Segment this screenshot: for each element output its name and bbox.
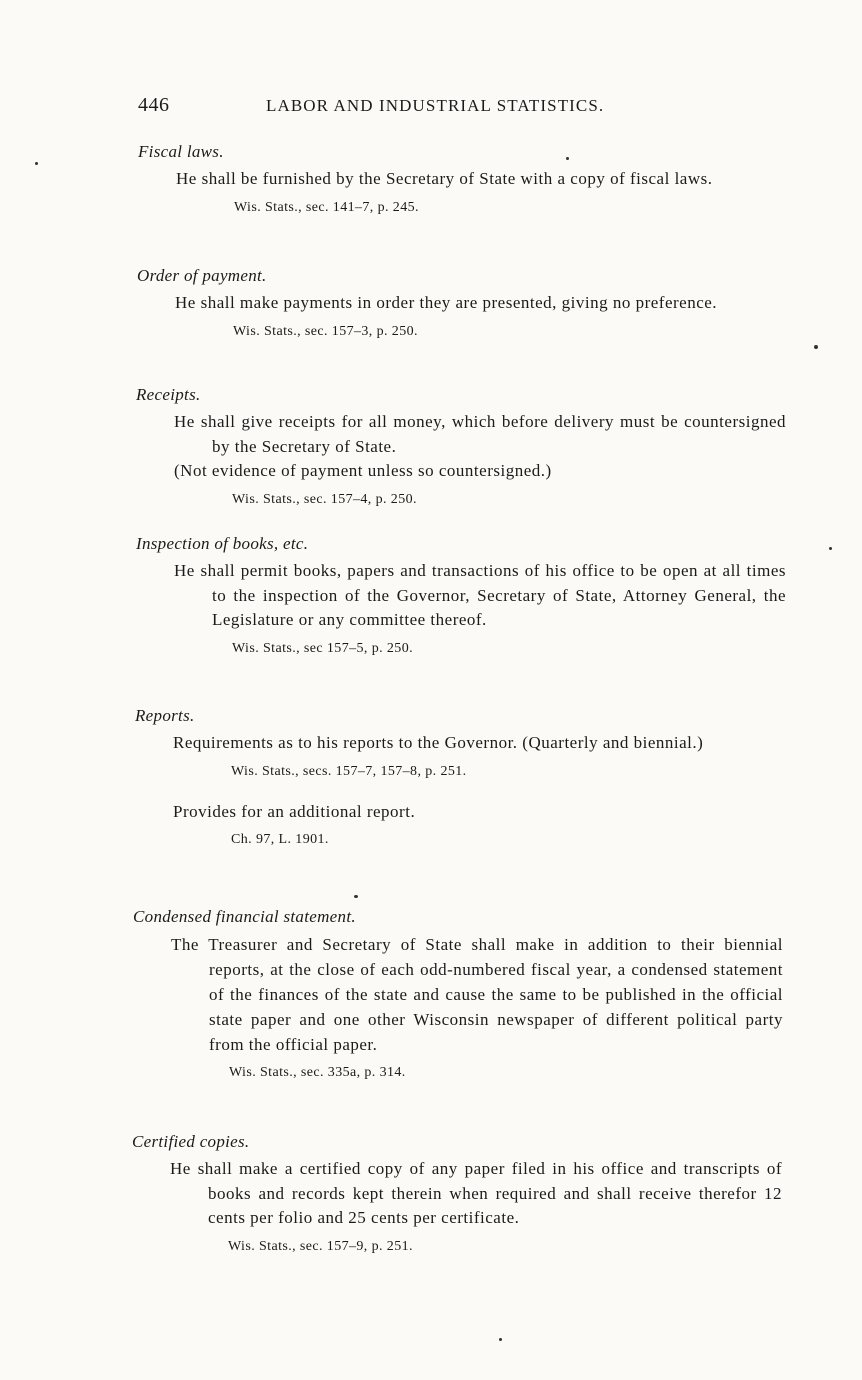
scan-speck — [499, 1338, 502, 1341]
statute-citation: Wis. Stats., sec 157–5, p. 250. — [232, 640, 413, 656]
statute-citation: Wis. Stats., secs. 157–7, 157–8, p. 251. — [231, 763, 467, 779]
statute-citation: Wis. Stats., sec. 157–9, p. 251. — [228, 1238, 413, 1254]
scan-speck — [814, 345, 818, 349]
statute-citation: Wis. Stats., sec. 141–7, p. 245. — [234, 199, 419, 215]
scan-speck — [354, 895, 358, 898]
section-condensed-financial-statement — [133, 906, 783, 1083]
section-paragraph: He shall be furnished by the Secretary of State with a copy of fiscal laws. — [176, 169, 713, 188]
scan-speck — [829, 547, 832, 550]
section-heading: Receipts. — [136, 385, 201, 404]
statute-citation: Wis. Stats., sec. 157–4, p. 250. — [232, 491, 417, 507]
section-paragraph: Provides for an additional report. — [173, 801, 416, 821]
section-order-of-payment — [137, 265, 787, 342]
scan-speck — [566, 157, 569, 160]
section-paragraph: He shall make a certified copy of any paper filed in his office and transcripts of books and records kept therein when required and shall receive therefor 12 cents per folio and 25 cents per certificate. — [170, 1159, 782, 1227]
section-heading: Fiscal laws. — [138, 142, 224, 161]
section-paragraph: He shall make payments in order they are presented, giving no preference. — [175, 293, 718, 312]
statute-citation: Ch. 97, L. 1901. — [231, 832, 329, 847]
page-header — [138, 94, 678, 120]
section-certified-copies — [132, 1131, 782, 1257]
page-number: 446 — [138, 94, 170, 116]
section-paragraph: He shall permit books, papers and transactions of his office to be open at all times to the inspection of the Governor, Secretary of State, Attorney General, the Legislature or any committee thereof. — [174, 561, 786, 629]
section-paragraph: He shall give receipts for all money, which before delivery must be countersigned by the Secretary of State. — [174, 412, 786, 456]
section-heading: Order of payment. — [137, 266, 267, 285]
section-heading: Certified copies. — [132, 1132, 250, 1151]
section-fiscal-laws — [138, 141, 788, 218]
section-heading: Inspection of books, etc. — [136, 534, 309, 553]
section-heading: Condensed financial statement. — [133, 907, 356, 926]
section-receipts — [136, 384, 786, 510]
section-paragraph: Requirements as to his reports to the Governor. (Quarterly and biennial.) — [173, 733, 704, 752]
section-inspection-of-books — [136, 533, 786, 659]
section-heading: Reports. — [135, 706, 195, 725]
section-reports — [135, 705, 785, 850]
statute-citation: Wis. Stats., sec. 335a, p. 314. — [229, 1065, 406, 1080]
running-head: LABOR AND INDUSTRIAL STATISTICS. — [266, 96, 605, 115]
scan-speck — [35, 162, 38, 165]
section-paragraph: The Treasurer and Secretary of State shall make in addition to their biennial reports, at the close of each odd-numbered fiscal year, a condensed statement of the finances of the state and cause the same to be published in the official state paper and one other Wisconsin newspaper of different political party from the official paper. — [171, 935, 783, 1054]
section-note: (Not evidence of payment unless so countersigned.) — [174, 461, 552, 480]
statute-citation: Wis. Stats., sec. 157–3, p. 250. — [233, 323, 418, 339]
